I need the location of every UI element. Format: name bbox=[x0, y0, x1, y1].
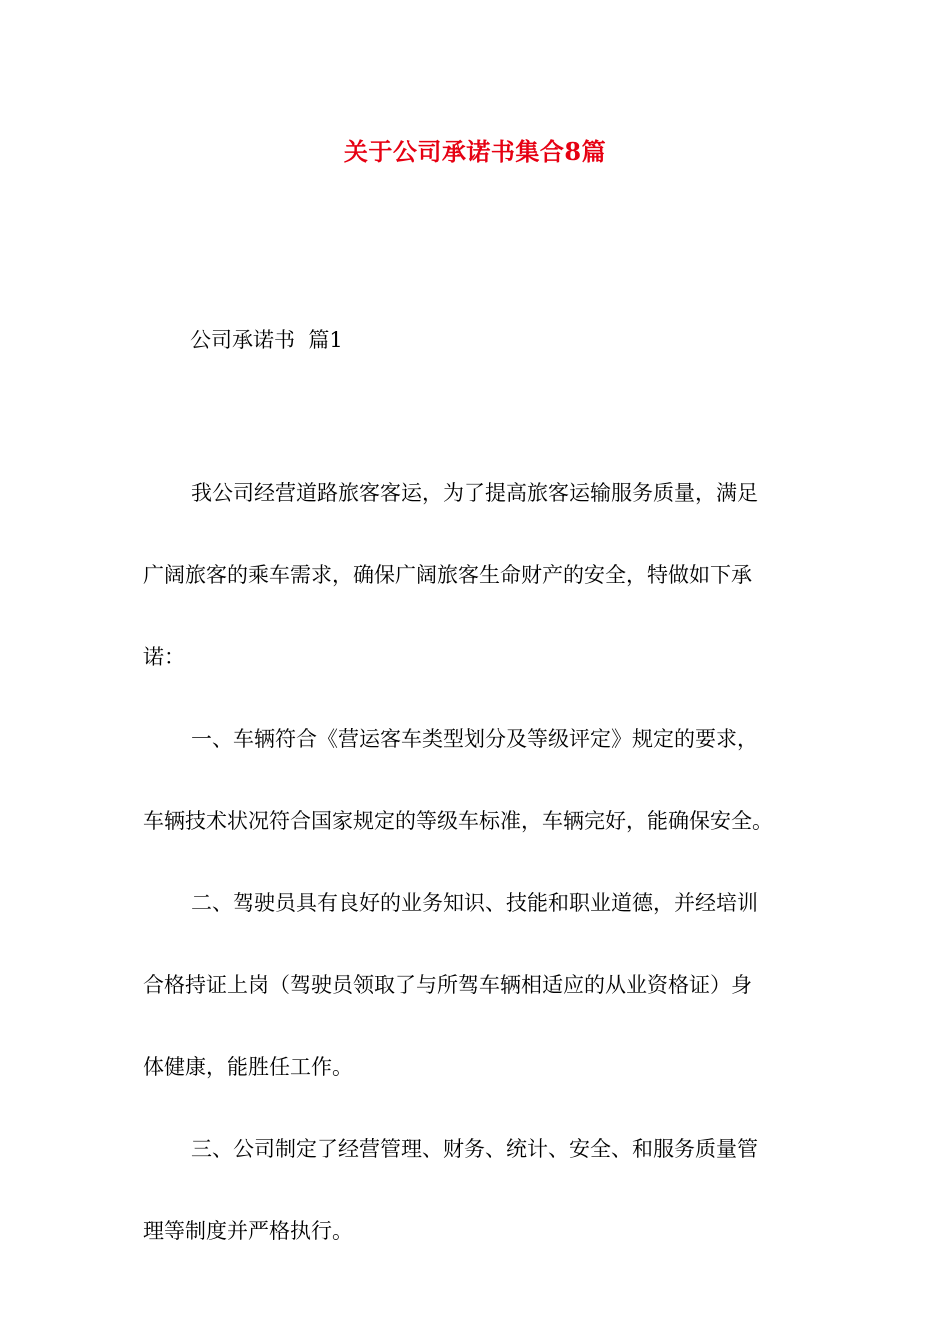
paragraph-line: 理等制度并严格执行。 bbox=[143, 1219, 353, 1243]
section-heading: 公司承诺书 篇1 bbox=[190, 328, 343, 352]
paragraph-line: 广阔旅客的乘车需求，确保广阔旅客生命财产的安全，特做如下承 bbox=[143, 563, 752, 587]
paragraph-line: 合格持证上岗（驾驶员领取了与所驾车辆相适应的从业资格证）身 bbox=[143, 973, 752, 997]
paragraph-line: 三、公司制定了经营管理、财务、统计、安全、和服务质量管 bbox=[191, 1137, 758, 1161]
paragraph-line: 二、驾驶员具有良好的业务知识、技能和职业道德，并经培训 bbox=[191, 891, 758, 915]
paragraph-line: 我公司经营道路旅客客运，为了提高旅客运输服务质量，满足 bbox=[191, 481, 758, 505]
paragraph-line: 车辆技术状况符合国家规定的等级车标准，车辆完好，能确保安全。 bbox=[143, 809, 773, 833]
document-title: 关于公司承诺书集合8篇 bbox=[343, 137, 607, 166]
document-body bbox=[143, 470, 807, 1290]
paragraph bbox=[143, 1126, 807, 1290]
paragraph bbox=[143, 716, 807, 880]
paragraph-line: 体健康，能胜任工作。 bbox=[143, 1055, 353, 1079]
paragraph-line: 一、车辆符合《营运客车类型划分及等级评定》规定的要求， bbox=[191, 727, 758, 751]
paragraph bbox=[143, 880, 807, 1126]
paragraph-line: 诺： bbox=[143, 645, 185, 669]
paragraph bbox=[143, 470, 807, 716]
